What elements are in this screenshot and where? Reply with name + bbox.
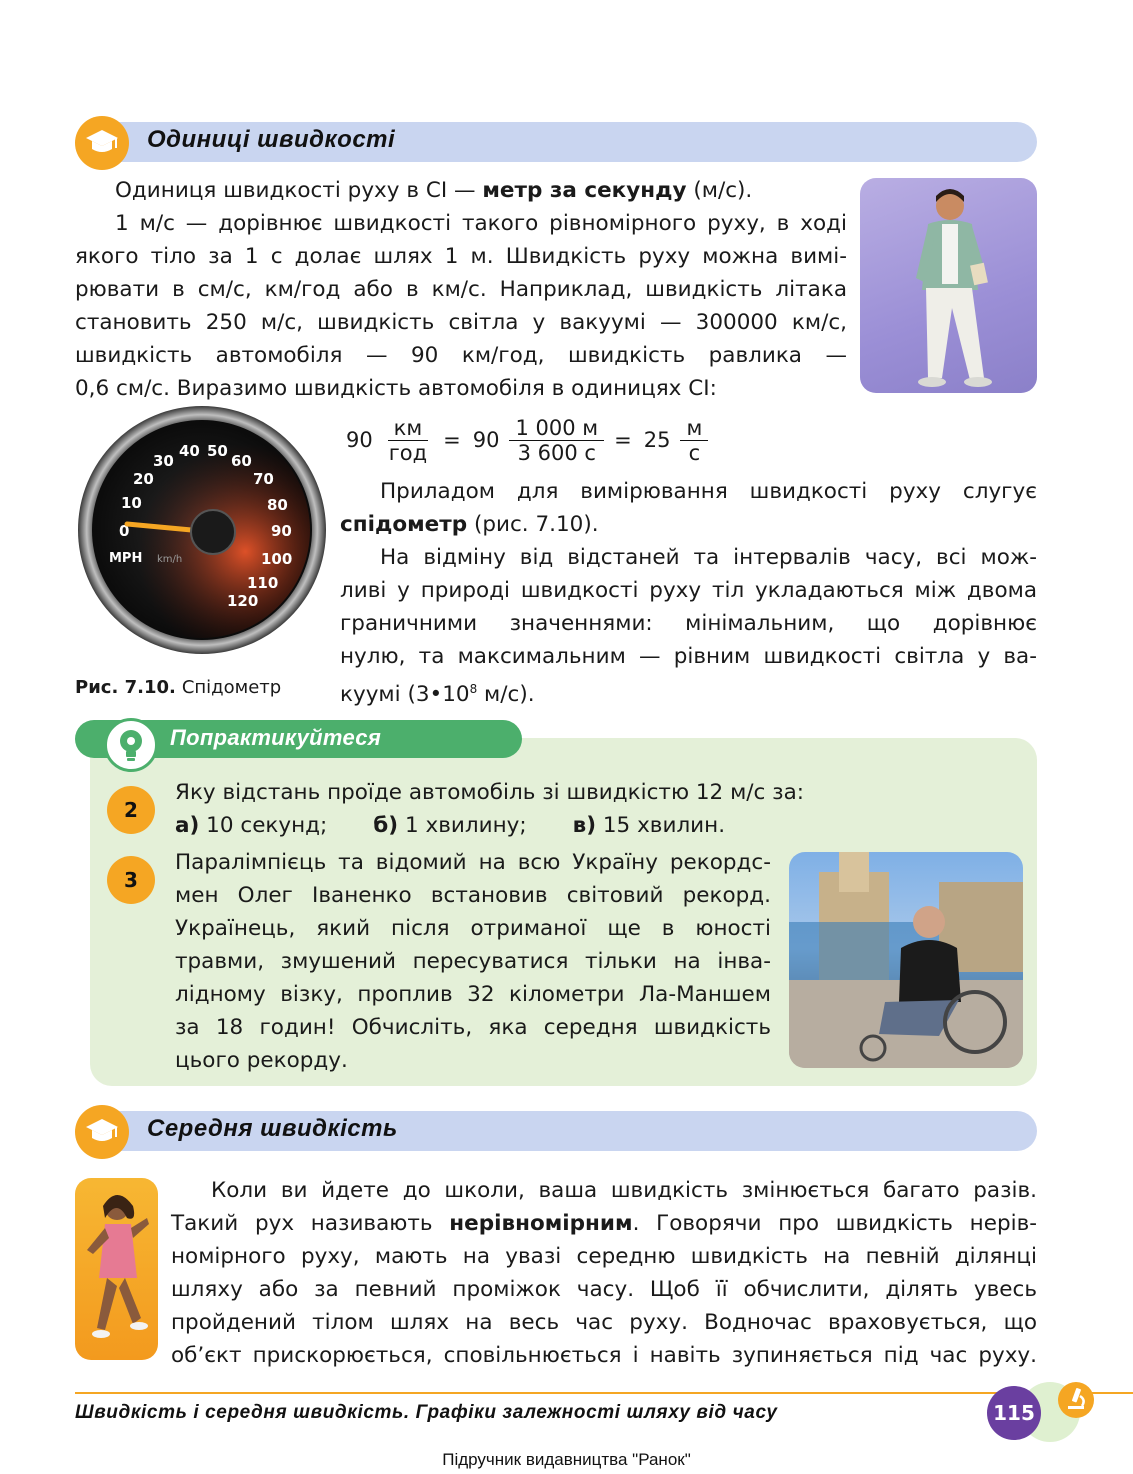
tick-label: 60 [231,452,252,470]
task-3-line: за 18 годин! Обчисліть, яка середня швидкість [175,1015,771,1040]
paragraph-si-unit [75,174,845,207]
publisher-credit: Підручник видавництва "Ранок" [442,1450,691,1469]
fraction-unit [680,416,708,465]
task-3-line: травми, змушений пересуватися тільки на інва- [175,949,771,974]
formula-value: 25 [643,428,671,452]
bold-term: нерівномірним [449,1211,633,1236]
kmh-label: km/h [157,554,183,565]
section-title: Одиниці швидкості [147,126,396,153]
formula-value: 90 [346,428,373,452]
speedometer-image [75,404,329,656]
walking-man-photo [860,178,1037,393]
fraction-km-h [383,416,433,465]
section-header-average-speed [75,1111,1037,1155]
page-number: 115 [987,1386,1041,1440]
practice-title: Попрактикуйтеся [170,725,382,750]
tick-label: 100 [261,550,293,568]
tick-label: 10 [121,494,142,512]
option-text: 15 хвилин. [596,813,726,838]
section-header-units [75,122,1037,166]
graduation-cap-icon [75,116,129,170]
paragraph-limits-line: На відміну від відстаней та інтервалів часу, всі мож- [380,545,1037,570]
task-3-line: лідному візку, проплив 32 кілометри Ла-Маншем [175,982,771,1007]
paragraph-limits-line: нулю, та максимальним — рівним швидкості світла у ва- [340,644,1037,669]
microscope-icon [1058,1382,1094,1418]
paragraph-definition-line: становить 250 м/с, швидкість світла у вакуумі — 300000 км/с, [75,310,847,335]
text: (рис. 7.10). [467,512,599,537]
tick-label: 50 [207,442,228,460]
tick-label: 70 [253,470,274,488]
paragraph-average-line: шляху або за певний проміжок часу. Щоб її обчислити, ділять увесь [171,1277,1037,1302]
tick-label: 40 [179,442,200,460]
paragraph-definition-line: якого тіло за 1 с долає шлях 1 м. Швидкість руху можна вимі- [75,244,847,269]
option-text: 1 хвилину; [398,813,527,838]
task-3-line: Українець, який після отриманої ще в юності [175,916,771,941]
task-2-options [175,809,875,842]
paragraph-definition-line: швидкість автомобіля — 90 км/год, швидкість равлика — [75,343,847,368]
footer-chapter-title: Швидкість і середня швидкість. Графіки залежності шляху від часу [75,1402,778,1423]
numerator: м [680,416,708,441]
equals-sign: = [614,428,632,452]
superscript: 8 [469,682,478,696]
option-label: в) [572,813,597,838]
paragraph-definition-line: 0,6 см/с. Виразимо швидкість автомобіля в одиницях СІ: [75,376,717,401]
denominator: год [388,440,428,465]
formula-value: 90 [472,428,500,452]
figure-caption [75,677,281,698]
denominator: с [688,440,701,465]
text: Такий рух називають [171,1211,450,1236]
option-label: б) [373,813,399,838]
text: м/с). [477,682,535,708]
paragraph-definition-line: рювати в см/с, км/год або в км/с. Наприклад, швидкість літака [75,277,847,302]
task-number-badge: 2 [107,786,155,834]
paragraph-speedometer-line: Приладом для вимірювання швидкості руху слугує [380,479,1037,504]
graduation-cap-icon [75,1105,129,1159]
wheelchair-athlete-photo [789,852,1023,1068]
tick-label: 90 [271,522,292,540]
text: . Говорячи про швидкість нерів- [632,1211,1037,1236]
task-2-question: Яку відстань проїде автомобіль зі швидкістю 12 м/с за: [175,780,805,805]
equals-sign: = [443,428,461,452]
option-label: а) [175,813,200,838]
footer-divider [75,1392,1133,1394]
tick-label: 120 [227,592,259,610]
paragraph-average-line: Коли ви йдете до школи, ваша швидкість змінюється багато разів. [211,1178,1037,1203]
paragraph-average-line: номірного руху, мають на увазі середню швидкість на певній ділянці [171,1244,1037,1269]
tick-label: 80 [267,496,288,514]
tick-label: 20 [133,470,154,488]
paragraph-speedometer-line [340,508,1037,541]
text: (м/с). [686,178,753,203]
task-3-line: Паралімпієць та відомий на всю Україну рекордс- [175,850,771,875]
numerator: км [388,416,429,441]
fraction-m-s [509,416,604,465]
paragraph-definition-line: 1 м/с — дорівнює швидкості такого рівномірного руху, в ході [115,211,847,236]
section-title: Середня швидкість [147,1115,398,1142]
denominator: 3 600 с [517,440,596,465]
paragraph-limits-line: граничними значеннями: мінімальним, що дорівнює [340,611,1037,636]
caption-text: Спідометр [181,677,282,698]
tick-label: 0 [119,522,130,540]
paragraph-limits-line: ливі у природі швидкості руху тіл укладаються між двома [340,578,1037,603]
task-3-line: мен Олег Іваненко встановив світовий рекорд. [175,883,771,908]
formula-conversion [340,412,712,468]
paragraph-average-line: пройдений тілом шлях на весь час руху. Водночас враховується, що [171,1310,1037,1335]
caption-label: Рис. 7.10. [75,677,176,698]
paragraph-average-line [171,1207,1037,1240]
option-text: 10 секунд; [199,813,328,838]
tick-label: 110 [247,574,279,592]
bold-term: спідометр [340,512,468,537]
tick-label: 30 [153,452,174,470]
paragraph-average-line: об’єкт прискорюється, сповільнюється і навіть зупиняється під час руху. [171,1343,1037,1368]
text: куумі (3•10 [340,682,470,708]
lightbulb-icon [104,718,158,772]
text: Одиниця швидкості руху в СІ — [115,178,483,203]
task-number-badge: 3 [107,856,155,904]
numerator: 1 000 м [509,416,604,441]
running-girl-photo [75,1178,158,1360]
mph-label: MPH [109,551,143,566]
bold-term: метр за секунду [482,178,687,203]
task-3-line: цього рекорду. [175,1048,348,1073]
paragraph-limits-line [340,673,1037,711]
